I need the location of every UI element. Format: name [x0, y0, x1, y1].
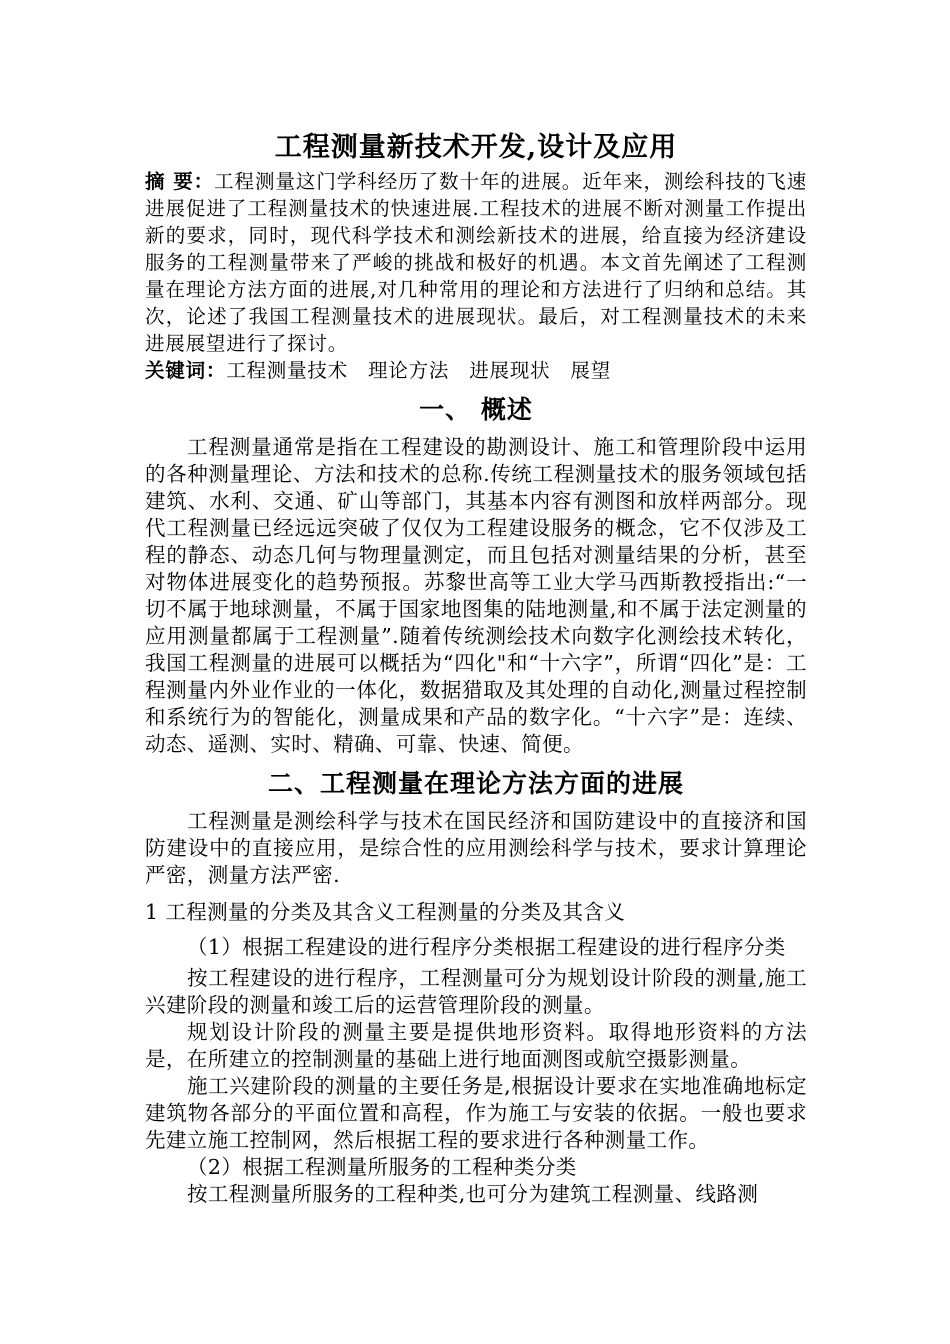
document-title: 工程测量新技术开发,设计及应用 [274, 132, 678, 163]
keyword: 理论方法 [368, 359, 450, 382]
list-item-heading: （2）根据工程测量所服务的工程种类分类 [187, 1155, 577, 1179]
section-paragraph: 按工程建设的进行程序，工程测量可分为规划设计阶段的测量,施工兴建阶段的测量和竣工后的运营管理阶段的测量。 [145, 966, 807, 1017]
abstract-text: 工程测量这门学科经历了数十年的进展。近年来，测绘科技的飞速进展促进了工程测量技术的快速进展.工程技术的进展不断对测量工作提出新的要求，同时，现代科学技术和测绘新技术的进展，给直接为经济建设服务的工程测量带来了严峻的挑战和极好的机遇。本文首先阐述了工程测量在理论方法方面的进展,对几种常用的理论和方法进行了归纳和总结。其次，论述了我国工程测量技术的进展现状。最后，对工程测量技术的未来进展展望进行了探讨。 [145, 170, 807, 355]
abstract-label: 摘 要： [145, 170, 215, 193]
keyword: 进展现状 [469, 359, 551, 382]
keywords-label: 关键词： [145, 359, 227, 382]
section-paragraph: 施工兴建阶段的测量的主要任务是,根据设计要求在实地准确地标定建筑物各部分的平面位置和高程，作为施工与安装的依据。一般也要求先建立施工控制网，然后根据工程的要求进行各种测量工作。 [145, 1074, 807, 1152]
section-paragraph: 工程测量通常是指在工程建设的勘测设计、施工和管理阶段中运用的各种测量理论、方法和技术的总称.传统工程测量技术的服务领域包括建筑、水利、交通、矿山等部门，其基本内容有测图和放样两部分。现代工程测量已经远远突破了仅仅为工程建设服务的概念，它不仅涉及工程的静态、动态几何与物理量测定，而且包括对测量结果的分析，甚至对物体进展变化的趋势预报。苏黎世高等工业大学马西斯教授指出:“一切不属于地球测量，不属于国家地图集的陆地测量,和不属于法定测量的应用测量都属于工程测量”.随着传统测绘技术向数字化测绘技术转化，我国工程测量的进展可以概括为“四化"和“十六字”，所谓“四化”是：工程测量内外业作业的一体化，数据猎取及其处理的自动化,测量过程控制和系统行为的智能化，测量成果和产品的数字化。“十六字”是：连续、动态、遥测、实时、精确、可靠、快速、简便。 [145, 435, 807, 756]
keywords [145, 357, 807, 384]
abstract [145, 168, 807, 357]
list-item-heading: （1）根据工程建设的进行程序分类根据工程建设的进行程序分类 [187, 935, 786, 959]
keyword: 工程测量技术 [226, 359, 349, 382]
document-page [145, 128, 807, 1208]
keyword: 展望 [570, 359, 612, 382]
section-heading-theory: 二、工程测量在理论方法方面的进展 [267, 769, 684, 798]
section-paragraph: 工程测量是测绘科学与技术在国民经济和国防建设中的直接济和国防建设中的直接应用，是综合性的应用测绘科学与技术，要求计算理论严密，测量方法严密. [145, 809, 807, 887]
section-paragraph: 规划设计阶段的测量主要是提供地形资料。取得地形资料的方法是，在所建立的控制测量的基础上进行地面测图或航空摄影测量。 [145, 1020, 807, 1071]
section-heading-overview: 一、 概述 [419, 395, 533, 424]
section-paragraph: 按工程测量所服务的工程种类,也可分为建筑工程测量、线路测 [187, 1182, 759, 1206]
subsection-heading: 1 工程测量的分类及其含义工程测量的分类及其含义 [145, 900, 626, 924]
